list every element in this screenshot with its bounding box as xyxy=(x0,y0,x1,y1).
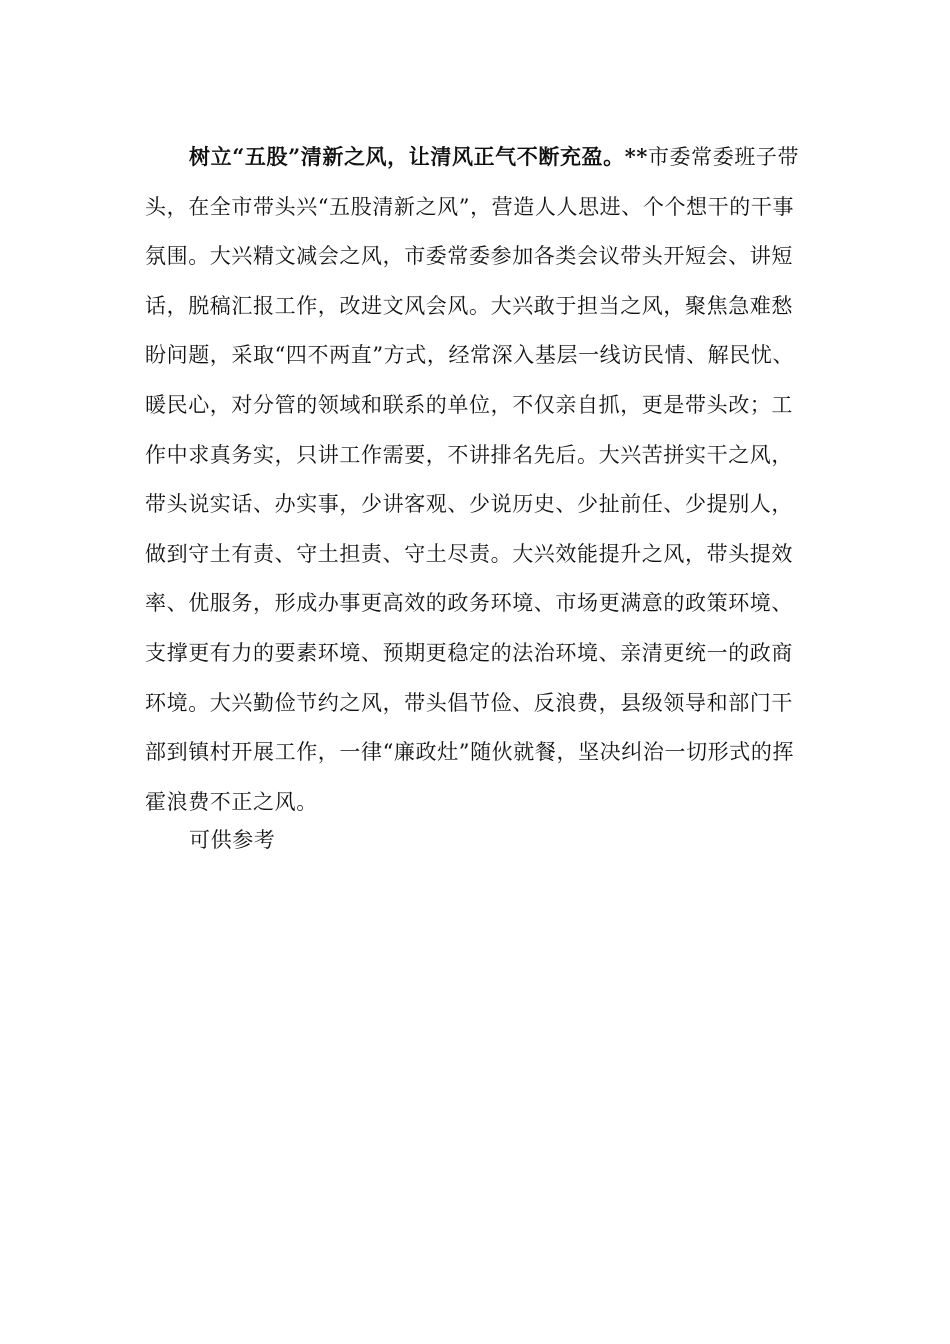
body-paragraph xyxy=(145,132,810,827)
reference-note: 可供参考 xyxy=(189,828,276,852)
placeholder-marker: ** xyxy=(624,144,648,169)
paragraph-lead-heading: 树立“五股”清新之风，让清风正气不断充盈。 xyxy=(189,144,625,169)
paragraph-body-text: 市委常委班子带头，在全市带头兴“五股清新之风”，营造人人思进、个个想干的干事氛围。大兴精文减会之风，市委常委参加各类会议带头开短会、讲短话，脱稿汇报工作，改进文风会风。大兴敢于担当之风，聚焦急难愁盼问题，采取“四不两直”方式，经常深入基层一线访民情、解民忧、暖民心，对分管的领域和联系的单位，不仅亲自抓，更是带头改；工作中求真务实，只讲工作需要，不讲排名先后。大兴苦拼实干之风，带头说实话、办实事，少讲客观、少说历史、少扯前任、少提别人，做到守土有责、守土担责、守土尽责。大兴效能提升之风，带头提效率、优服务，形成办事更高效的政务环境、市场更满意的政策环境、支撑更有力的要素环境、预期更稳定的法治环境、亲清更统一的政商环境。大兴勤俭节约之风，带头倡节俭、反浪费，县级领导和部门干部到镇村开展工作，一律“廉政灶”随伙就餐，坚决纠治一切形式的挥霍浪费不正之风。 xyxy=(145,145,800,814)
